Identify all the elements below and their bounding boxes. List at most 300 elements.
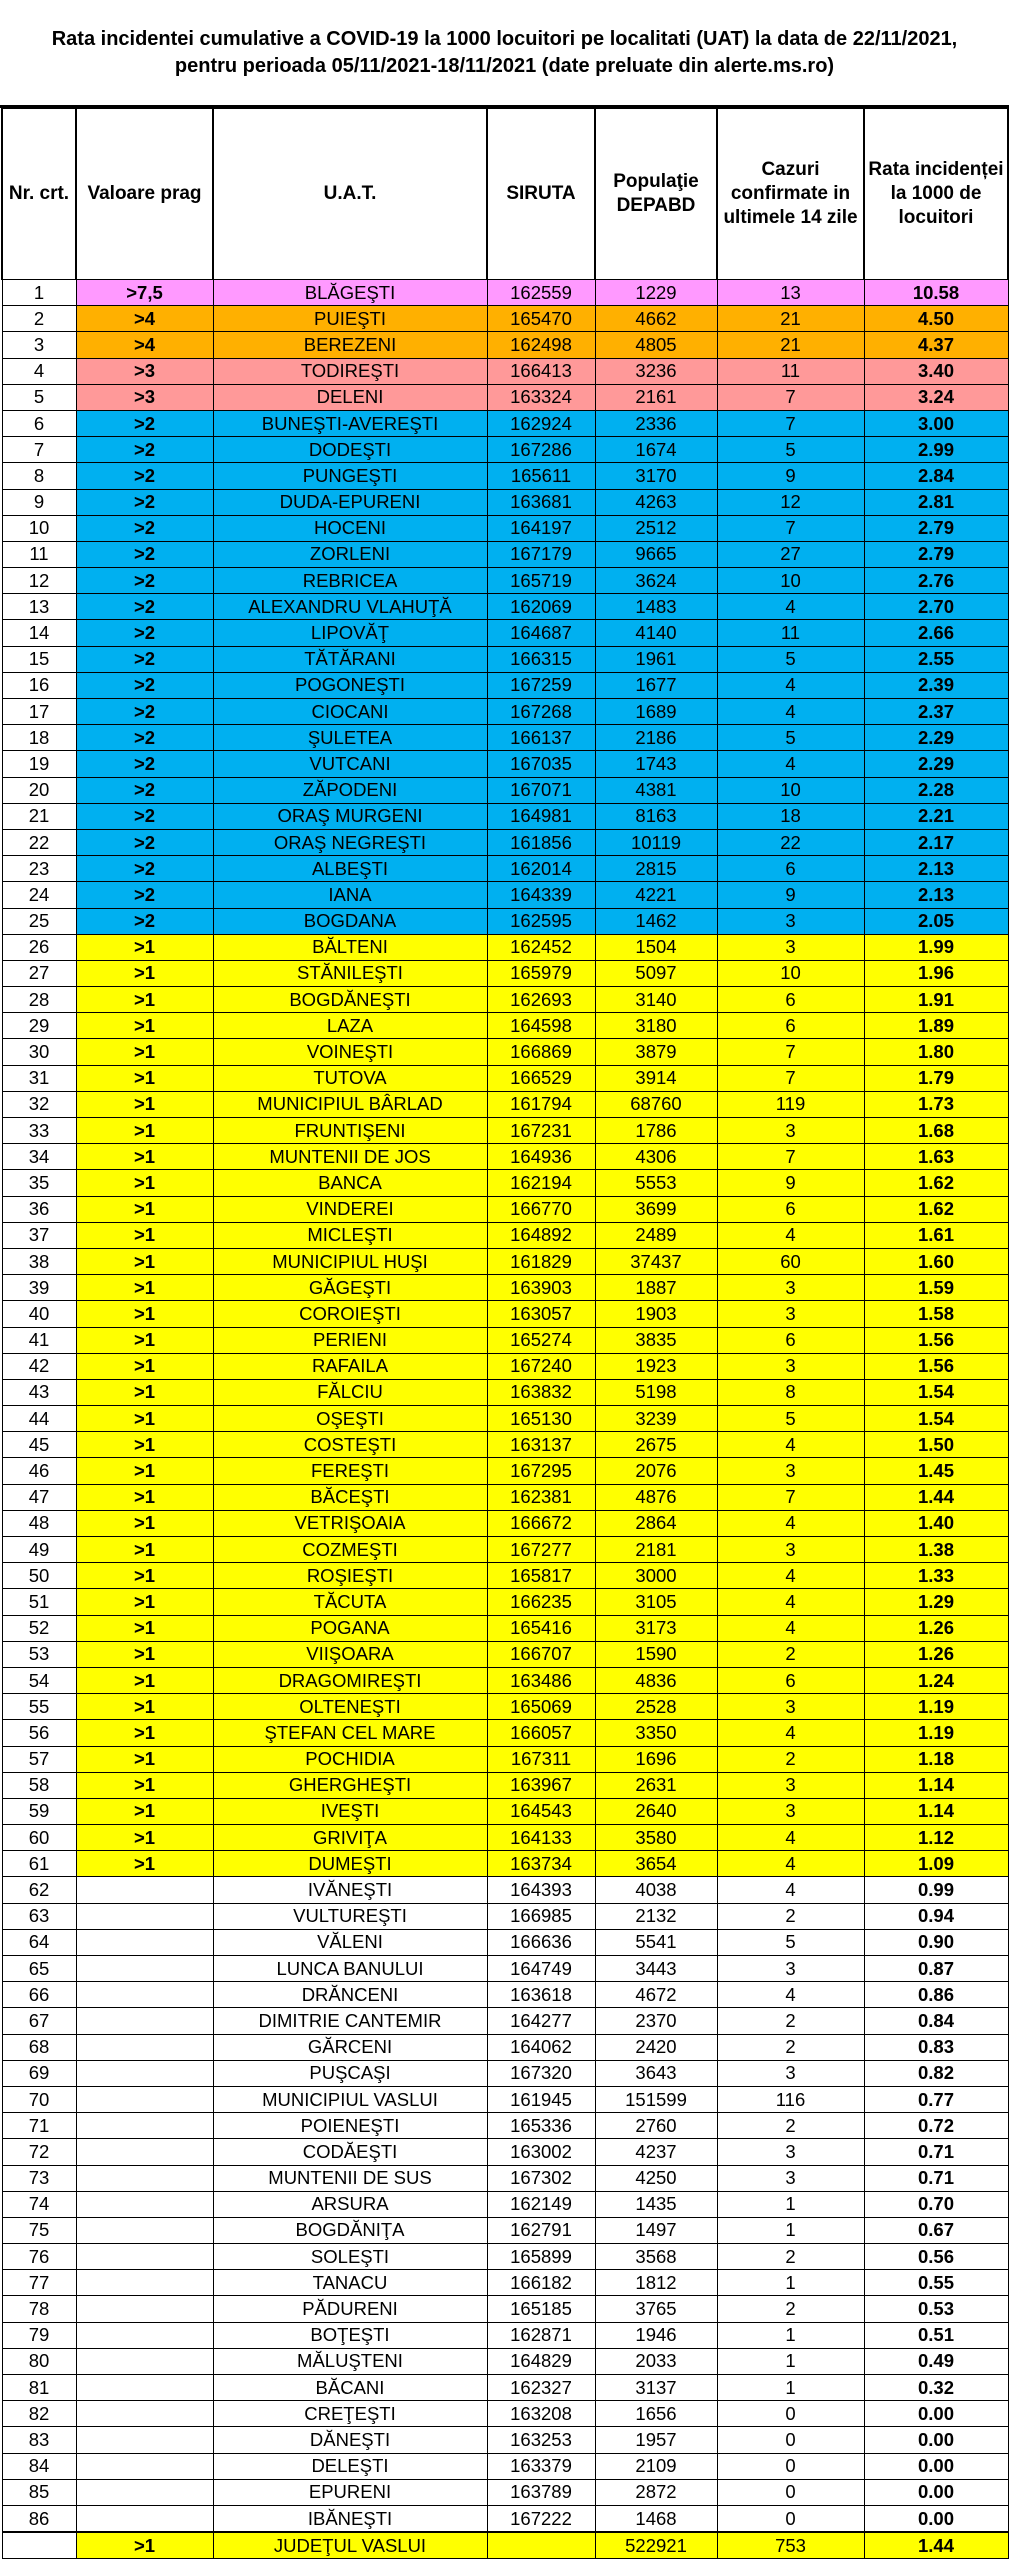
total-cell-uat: JUDEŢUL VASLUI (213, 2532, 487, 2559)
cell-prag: >2 (76, 489, 213, 515)
cell-nr: 31 (2, 1065, 76, 1091)
cell-rate: 1.40 (864, 1510, 1008, 1536)
cell-population: 1497 (595, 2217, 717, 2243)
cell-nr: 47 (2, 1484, 76, 1510)
cell-cases: 4 (717, 1982, 864, 2008)
table-row (2, 2060, 1008, 2086)
cell-prag: >1 (76, 1222, 213, 1248)
cell-population: 2512 (595, 515, 717, 541)
cell-rate: 2.66 (864, 620, 1008, 646)
table-row (2, 568, 1008, 594)
cell-prag: >1 (76, 1301, 213, 1327)
cell-uat: MUNICIPIUL HUŞI (213, 1248, 487, 1274)
header-rate: Rata incidenței la 1000 de locuitori (864, 109, 1008, 280)
cell-prag (76, 2401, 213, 2427)
cell-cases: 7 (717, 515, 864, 541)
cell-uat: BĂLTENI (213, 934, 487, 960)
cell-cases: 6 (717, 1196, 864, 1222)
cell-prag: >2 (76, 463, 213, 489)
cell-nr: 66 (2, 1982, 76, 2008)
cell-rate: 0.94 (864, 1903, 1008, 1929)
cell-siruta: 163137 (487, 1432, 595, 1458)
cell-siruta: 163486 (487, 1667, 595, 1693)
cell-prag: >2 (76, 437, 213, 463)
cell-prag (76, 2453, 213, 2479)
cell-population: 3173 (595, 1615, 717, 1641)
cell-prag: >7,5 (76, 280, 213, 306)
title-line-1: Rata incidentei cumulative a COVID-19 la 1000 locuitori pe localitati (UAT) la data de 22/11/2021, (51, 28, 958, 50)
cell-nr: 1 (2, 280, 76, 306)
cell-prag: >1 (76, 1013, 213, 1039)
cell-prag: >2 (76, 777, 213, 803)
cell-prag (76, 2348, 213, 2374)
cell-nr: 74 (2, 2191, 76, 2217)
cell-cases: 2 (717, 1746, 864, 1772)
cell-prag (76, 2165, 213, 2191)
cell-rate: 0.00 (864, 2453, 1008, 2479)
cell-cases: 10 (717, 777, 864, 803)
cell-population: 2760 (595, 2113, 717, 2139)
cell-nr: 41 (2, 1327, 76, 1353)
cell-cases: 18 (717, 803, 864, 829)
cell-nr: 17 (2, 699, 76, 725)
table-row (2, 1929, 1008, 1955)
table-row (2, 2034, 1008, 2060)
cell-population: 1887 (595, 1275, 717, 1301)
table-row (2, 934, 1008, 960)
cell-rate: 2.79 (864, 541, 1008, 567)
cell-population: 2181 (595, 1537, 717, 1563)
cell-uat: LIPOVĂŢ (213, 620, 487, 646)
table-row (2, 1065, 1008, 1091)
cell-prag: >1 (76, 1615, 213, 1641)
cell-cases: 2 (717, 2113, 864, 2139)
cell-rate: 0.67 (864, 2217, 1008, 2243)
cell-nr: 23 (2, 856, 76, 882)
table-row (2, 751, 1008, 777)
cell-cases: 7 (717, 1484, 864, 1510)
cell-population: 2033 (595, 2348, 717, 2374)
cell-population: 3443 (595, 1956, 717, 1982)
cell-population: 2675 (595, 1432, 717, 1458)
cell-uat: FRUNTIŞENI (213, 1118, 487, 1144)
cell-siruta: 167179 (487, 541, 595, 567)
cell-siruta: 166672 (487, 1510, 595, 1536)
cell-nr: 68 (2, 2034, 76, 2060)
cell-siruta: 167295 (487, 1458, 595, 1484)
cell-nr: 63 (2, 1903, 76, 1929)
cell-nr: 51 (2, 1589, 76, 1615)
cell-cases: 4 (717, 751, 864, 777)
cell-uat: BOGDĂNIŢA (213, 2217, 487, 2243)
cell-population: 1689 (595, 699, 717, 725)
cell-uat: DIMITRIE CANTEMIR (213, 2008, 487, 2034)
cell-siruta: 166057 (487, 1720, 595, 1746)
cell-uat: POCHIDIA (213, 1746, 487, 1772)
cell-population: 1786 (595, 1118, 717, 1144)
cell-siruta: 163734 (487, 1851, 595, 1877)
cell-nr: 25 (2, 908, 76, 934)
table-row (2, 620, 1008, 646)
cell-population: 3568 (595, 2244, 717, 2270)
table-row (2, 646, 1008, 672)
cell-cases: 116 (717, 2086, 864, 2112)
table-row (2, 1772, 1008, 1798)
cell-rate: 1.60 (864, 1248, 1008, 1274)
cell-rate: 0.00 (864, 2401, 1008, 2427)
cell-cases: 11 (717, 358, 864, 384)
cell-nr: 46 (2, 1458, 76, 1484)
cell-prag: >2 (76, 594, 213, 620)
cell-cases: 2 (717, 2296, 864, 2322)
cell-cases: 9 (717, 882, 864, 908)
cell-nr: 48 (2, 1510, 76, 1536)
cell-prag: >1 (76, 1248, 213, 1274)
cell-rate: 1.54 (864, 1379, 1008, 1405)
cell-nr: 69 (2, 2060, 76, 2086)
cell-uat: POGONEŞTI (213, 672, 487, 698)
cell-rate: 1.18 (864, 1746, 1008, 1772)
cell-cases: 21 (717, 332, 864, 358)
cell-prag: >2 (76, 882, 213, 908)
cell-cases: 7 (717, 384, 864, 410)
cell-prag: >3 (76, 358, 213, 384)
table-row (2, 725, 1008, 751)
cell-population: 4306 (595, 1144, 717, 1170)
total-cell-siruta (487, 2532, 595, 2559)
table-row (2, 1170, 1008, 1196)
cell-siruta: 167071 (487, 777, 595, 803)
cell-cases: 4 (717, 1851, 864, 1877)
cell-nr: 13 (2, 594, 76, 620)
table-row (2, 2505, 1008, 2532)
cell-population: 1961 (595, 646, 717, 672)
cell-rate: 2.29 (864, 751, 1008, 777)
table-row (2, 803, 1008, 829)
cell-uat: FEREŞTI (213, 1458, 487, 1484)
cell-cases: 1 (717, 2270, 864, 2296)
cell-siruta: 167259 (487, 672, 595, 698)
cell-cases: 11 (717, 620, 864, 646)
cell-rate: 2.13 (864, 882, 1008, 908)
cell-population: 1462 (595, 908, 717, 934)
table-row (2, 1825, 1008, 1851)
cell-uat: VIIŞOARA (213, 1641, 487, 1667)
cell-uat: MICLEŞTI (213, 1222, 487, 1248)
table-row (2, 1720, 1008, 1746)
cell-population: 1696 (595, 1746, 717, 1772)
table-row (2, 2165, 1008, 2191)
cell-uat: DELEŞTI (213, 2453, 487, 2479)
table-row (2, 1013, 1008, 1039)
cell-siruta: 161945 (487, 2086, 595, 2112)
cell-population: 5553 (595, 1170, 717, 1196)
cell-cases: 1 (717, 2375, 864, 2401)
cell-siruta: 162014 (487, 856, 595, 882)
cell-population: 3105 (595, 1589, 717, 1615)
cell-uat: EPURENI (213, 2479, 487, 2505)
cell-rate: 0.84 (864, 2008, 1008, 2034)
table-row (2, 908, 1008, 934)
cell-nr: 8 (2, 463, 76, 489)
cell-siruta: 164062 (487, 2034, 595, 2060)
table-row (2, 1222, 1008, 1248)
cell-population: 2631 (595, 1772, 717, 1798)
cell-nr: 65 (2, 1956, 76, 1982)
cell-uat: BOGDANA (213, 908, 487, 934)
cell-uat: PUNGEŞTI (213, 463, 487, 489)
cell-siruta: 163002 (487, 2139, 595, 2165)
cell-nr: 10 (2, 515, 76, 541)
cell-cases: 2 (717, 1641, 864, 1667)
cell-uat: ORAŞ NEGREŞTI (213, 829, 487, 855)
cell-siruta: 161829 (487, 1248, 595, 1274)
cell-rate: 1.73 (864, 1091, 1008, 1117)
cell-population: 10119 (595, 829, 717, 855)
cell-nr: 82 (2, 2401, 76, 2427)
cell-prag: >1 (76, 1510, 213, 1536)
table-row (2, 332, 1008, 358)
cell-rate: 1.62 (864, 1196, 1008, 1222)
cell-rate: 0.53 (864, 2296, 1008, 2322)
cell-prag: >2 (76, 803, 213, 829)
cell-siruta: 167311 (487, 1746, 595, 1772)
cell-cases: 119 (717, 1091, 864, 1117)
cell-population: 4805 (595, 332, 717, 358)
cell-cases: 3 (717, 1694, 864, 1720)
cell-cases: 1 (717, 2217, 864, 2243)
cell-siruta: 165416 (487, 1615, 595, 1641)
table-row (2, 777, 1008, 803)
cell-prag: >2 (76, 410, 213, 436)
cell-siruta: 164749 (487, 1956, 595, 1982)
table-row (2, 515, 1008, 541)
cell-rate: 2.76 (864, 568, 1008, 594)
cell-rate: 0.86 (864, 1982, 1008, 2008)
cell-population: 2076 (595, 1458, 717, 1484)
cell-cases: 2 (717, 1903, 864, 1929)
cell-prag: >2 (76, 646, 213, 672)
cell-rate: 2.17 (864, 829, 1008, 855)
cell-uat: GRIVIŢA (213, 1825, 487, 1851)
cell-population: 2370 (595, 2008, 717, 2034)
cell-prag (76, 2505, 213, 2532)
cell-prag (76, 2375, 213, 2401)
cell-nr: 16 (2, 672, 76, 698)
table-row (2, 2375, 1008, 2401)
cell-prag: >4 (76, 306, 213, 332)
table-row (2, 1877, 1008, 1903)
cell-population: 1483 (595, 594, 717, 620)
cell-prag (76, 1903, 213, 1929)
cell-prag: >1 (76, 1563, 213, 1589)
total-cell-nr (2, 2532, 76, 2559)
cell-rate: 0.00 (864, 2427, 1008, 2453)
cell-population: 2109 (595, 2453, 717, 2479)
cell-population: 2864 (595, 1510, 717, 1536)
cell-population: 3765 (595, 2296, 717, 2322)
cell-siruta: 165185 (487, 2296, 595, 2322)
cell-siruta: 164598 (487, 1013, 595, 1039)
cell-siruta: 165470 (487, 306, 595, 332)
cell-population: 8163 (595, 803, 717, 829)
cell-uat: REBRICEA (213, 568, 487, 594)
cell-population: 2161 (595, 384, 717, 410)
cell-siruta: 162791 (487, 2217, 595, 2243)
cell-cases: 3 (717, 1353, 864, 1379)
cell-siruta: 162452 (487, 934, 595, 960)
cell-uat: IVĂNEŞTI (213, 1877, 487, 1903)
table-row (2, 1275, 1008, 1301)
cell-uat: MĂLUŞTENI (213, 2348, 487, 2374)
cell-uat: COZMEŞTI (213, 1537, 487, 1563)
cell-uat: ZORLENI (213, 541, 487, 567)
cell-population: 3699 (595, 1196, 717, 1222)
header-prag: Valoare prag (76, 109, 213, 280)
cell-rate: 0.71 (864, 2165, 1008, 2191)
cell-prag: >2 (76, 515, 213, 541)
cell-population: 2872 (595, 2479, 717, 2505)
table-row (2, 2008, 1008, 2034)
cell-siruta: 165899 (487, 2244, 595, 2270)
cell-population: 151599 (595, 2086, 717, 2112)
cell-siruta: 166413 (487, 358, 595, 384)
cell-rate: 2.79 (864, 515, 1008, 541)
cell-nr: 86 (2, 2505, 76, 2532)
incidence-table (1, 108, 1009, 2559)
cell-uat: OŞEŞTI (213, 1406, 487, 1432)
cell-siruta: 162498 (487, 332, 595, 358)
cell-uat: ROŞIEŞTI (213, 1563, 487, 1589)
table-row (2, 2244, 1008, 2270)
cell-prag (76, 2008, 213, 2034)
table-row (2, 2191, 1008, 2217)
cell-uat: COROIEŞTI (213, 1301, 487, 1327)
cell-siruta: 163903 (487, 1275, 595, 1301)
cell-cases: 3 (717, 1956, 864, 1982)
cell-cases: 27 (717, 541, 864, 567)
cell-rate: 1.56 (864, 1353, 1008, 1379)
cell-rate: 1.80 (864, 1039, 1008, 1065)
cell-rate: 1.54 (864, 1406, 1008, 1432)
table-row (2, 1484, 1008, 1510)
cell-siruta: 161856 (487, 829, 595, 855)
cell-siruta: 167320 (487, 2060, 595, 2086)
cell-cases: 4 (717, 1720, 864, 1746)
cell-siruta: 162194 (487, 1170, 595, 1196)
cell-population: 9665 (595, 541, 717, 567)
cell-population: 4221 (595, 882, 717, 908)
cell-nr: 73 (2, 2165, 76, 2191)
cell-population: 3835 (595, 1327, 717, 1353)
cell-uat: VOINEŞTI (213, 1039, 487, 1065)
table-row (2, 987, 1008, 1013)
cell-cases: 4 (717, 1222, 864, 1248)
cell-siruta: 164133 (487, 1825, 595, 1851)
table-row (2, 1118, 1008, 1144)
cell-siruta: 165069 (487, 1694, 595, 1720)
table-row (2, 437, 1008, 463)
total-cell-cases: 753 (717, 2532, 864, 2559)
cell-uat: PĂDURENI (213, 2296, 487, 2322)
cell-rate: 0.00 (864, 2505, 1008, 2532)
header-nr: Nr. crt. (2, 109, 76, 280)
cell-population: 1674 (595, 437, 717, 463)
cell-siruta: 163208 (487, 2401, 595, 2427)
cell-nr: 28 (2, 987, 76, 1013)
cell-prag (76, 2086, 213, 2112)
cell-prag: >1 (76, 1720, 213, 1746)
cell-rate: 2.37 (864, 699, 1008, 725)
cell-population: 4876 (595, 1484, 717, 1510)
table-row (2, 2139, 1008, 2165)
cell-cases: 21 (717, 306, 864, 332)
cell-rate: 1.68 (864, 1118, 1008, 1144)
cell-uat: DODEŞTI (213, 437, 487, 463)
cell-cases: 3 (717, 1798, 864, 1824)
cell-siruta: 167231 (487, 1118, 595, 1144)
cell-cases: 0 (717, 2505, 864, 2532)
cell-rate: 1.61 (864, 1222, 1008, 1248)
cell-prag: >1 (76, 1694, 213, 1720)
cell-prag: >1 (76, 1144, 213, 1170)
cell-uat: TĂCUTA (213, 1589, 487, 1615)
cell-population: 1656 (595, 2401, 717, 2427)
cell-population: 1468 (595, 2505, 717, 2532)
table-row (2, 358, 1008, 384)
cell-siruta: 163253 (487, 2427, 595, 2453)
cell-nr: 44 (2, 1406, 76, 1432)
cell-population: 1923 (595, 1353, 717, 1379)
cell-uat: ORAŞ MURGENI (213, 803, 487, 829)
cell-uat: OLTENEŞTI (213, 1694, 487, 1720)
cell-cases: 5 (717, 1406, 864, 1432)
cell-nr: 70 (2, 2086, 76, 2112)
cell-uat: VĂLENI (213, 1929, 487, 1955)
cell-nr: 71 (2, 2113, 76, 2139)
cell-prag: >1 (76, 934, 213, 960)
cell-cases: 3 (717, 1772, 864, 1798)
cell-rate: 2.21 (864, 803, 1008, 829)
cell-nr: 32 (2, 1091, 76, 1117)
cell-cases: 4 (717, 1432, 864, 1458)
cell-population: 1590 (595, 1641, 717, 1667)
header-row (2, 109, 1008, 280)
header-siruta: SIRUTA (487, 109, 595, 280)
cell-rate: 0.99 (864, 1877, 1008, 1903)
cell-population: 4250 (595, 2165, 717, 2191)
cell-uat: GĂRCENI (213, 2034, 487, 2060)
cell-cases: 4 (717, 1615, 864, 1641)
cell-siruta: 164936 (487, 1144, 595, 1170)
cell-nr: 42 (2, 1353, 76, 1379)
cell-cases: 1 (717, 2322, 864, 2348)
cell-rate: 0.70 (864, 2191, 1008, 2217)
cell-cases: 7 (717, 1065, 864, 1091)
table-row (2, 1746, 1008, 1772)
table-row (2, 2427, 1008, 2453)
table-row (2, 2322, 1008, 2348)
cell-population: 1957 (595, 2427, 717, 2453)
cell-prag: >2 (76, 751, 213, 777)
cell-cases: 0 (717, 2427, 864, 2453)
cell-population: 3643 (595, 2060, 717, 2086)
table-row (2, 1982, 1008, 2008)
cell-rate: 0.55 (864, 2270, 1008, 2296)
cell-cases: 0 (717, 2453, 864, 2479)
cell-rate: 10.58 (864, 280, 1008, 306)
cell-nr: 35 (2, 1170, 76, 1196)
